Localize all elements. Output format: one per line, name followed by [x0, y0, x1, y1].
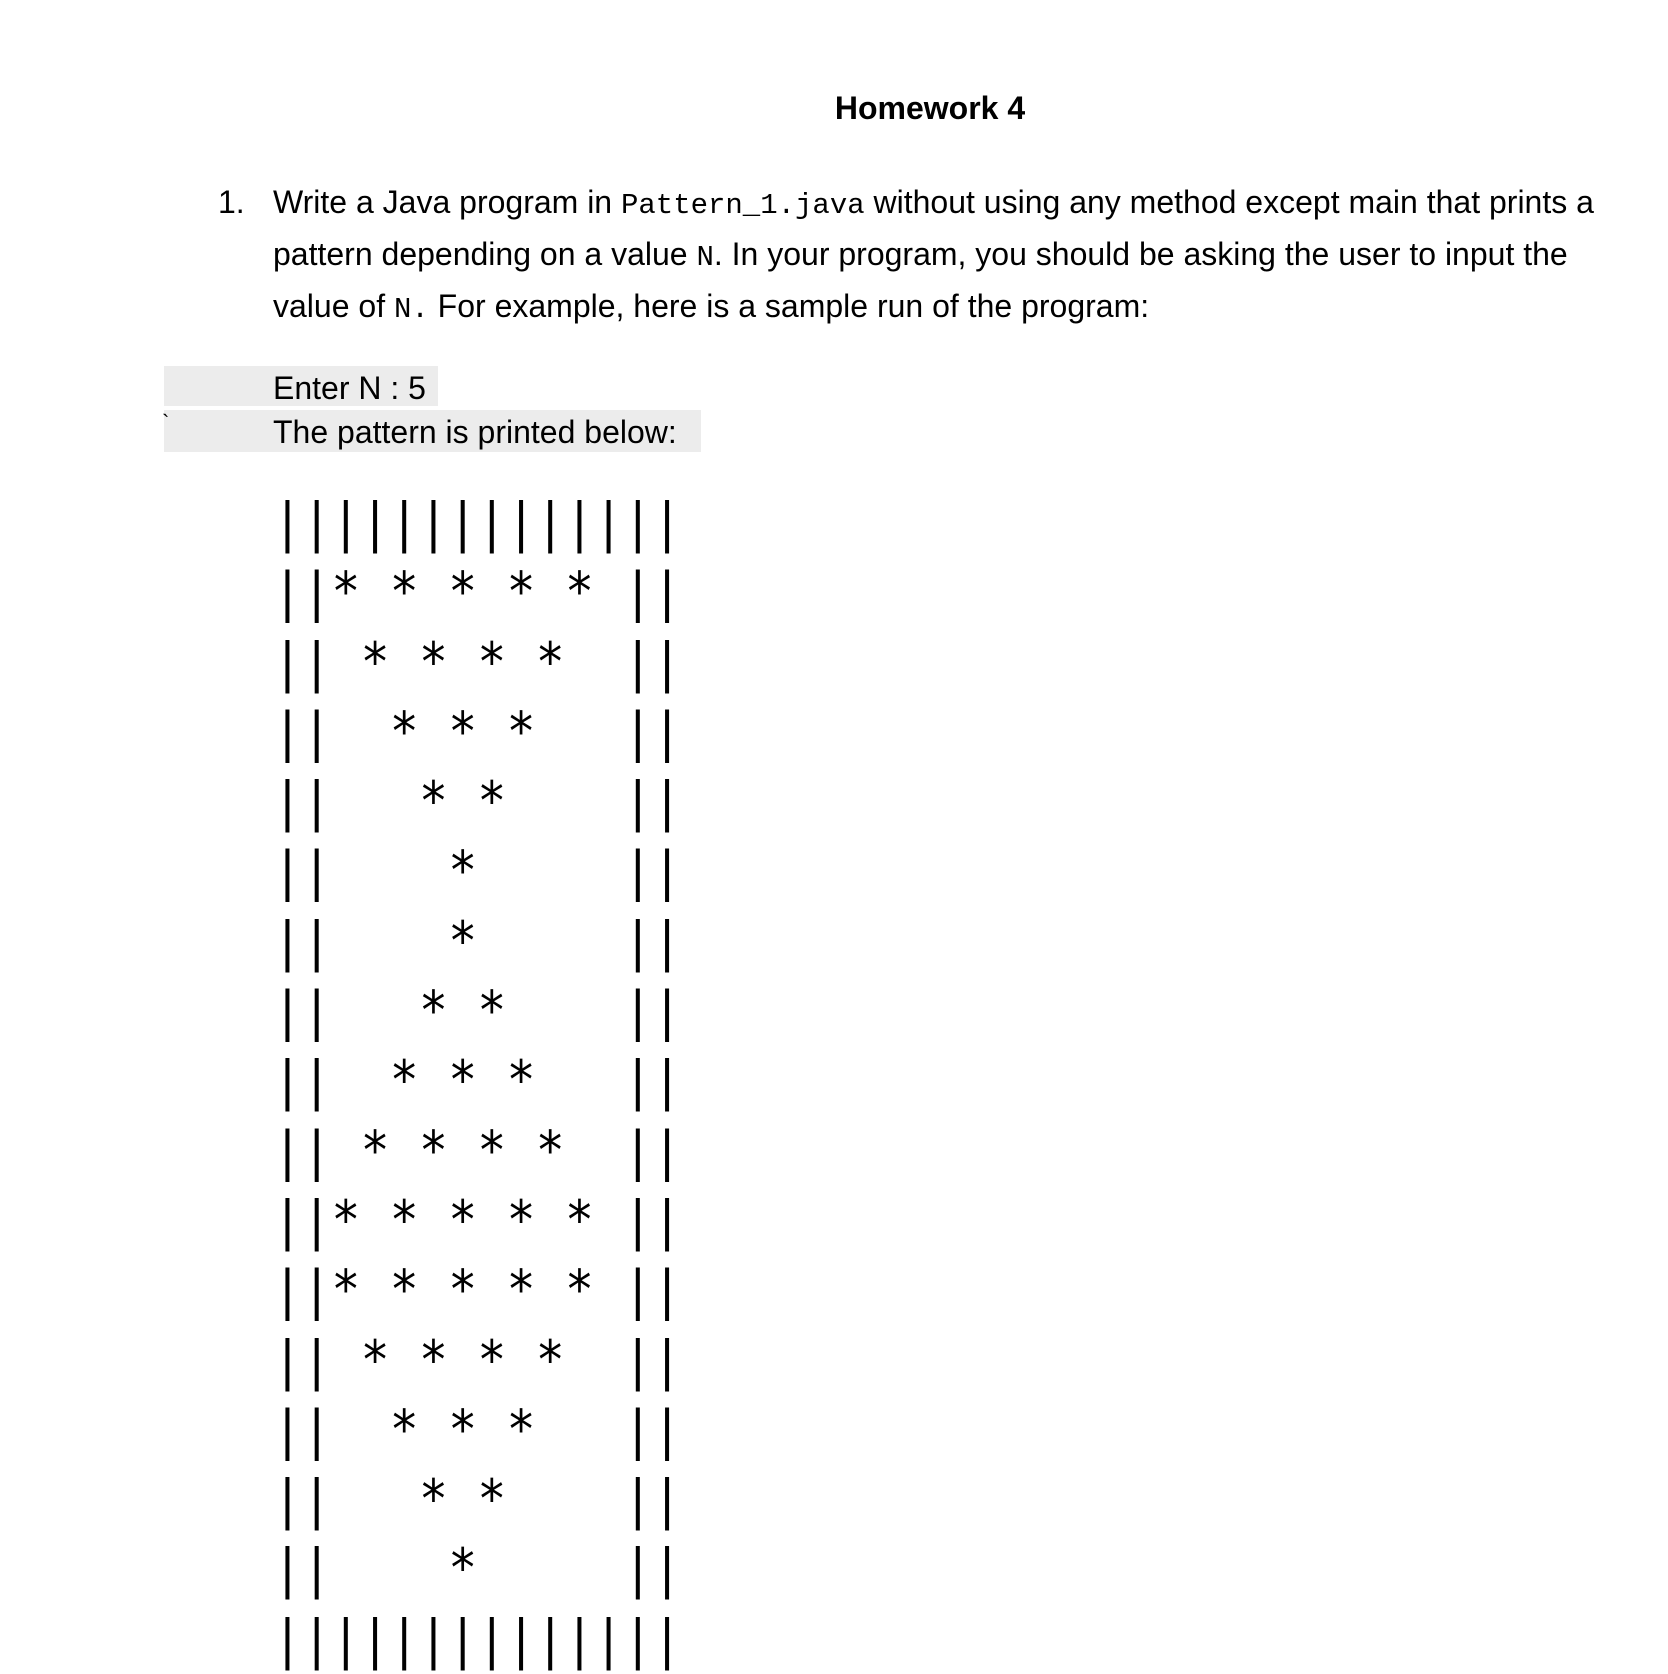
question-number: 1.	[218, 184, 245, 220]
pattern-line: || * * ||	[273, 979, 682, 1043]
pattern-line: || * * ||	[273, 770, 682, 834]
pattern-line: ||||||||||||||	[273, 1607, 682, 1671]
variable-code: N.	[393, 293, 429, 326]
stray-backtick: `	[162, 410, 170, 435]
pattern-line: || * * * * ||	[273, 1119, 682, 1183]
question-text-part: . In your program, you should be asking the user to input the value of	[273, 236, 1568, 324]
question-text	[273, 178, 1603, 334]
question-text-part: For example, here is a sample run of the program:	[428, 288, 1150, 324]
pattern-line: || * ||	[273, 909, 682, 973]
pattern-line: || * ||	[273, 1537, 682, 1601]
pattern-line: ||||||||||||||	[273, 491, 682, 555]
pattern-line: || * ||	[273, 840, 682, 903]
pattern-output	[273, 488, 682, 1674]
pattern-line: ||* * * * * ||	[273, 1189, 682, 1252]
question-text-part: Write a Java program in	[273, 184, 621, 220]
pattern-line: || * * * ||	[273, 1049, 682, 1113]
variable-code: N	[696, 241, 714, 274]
pattern-line: ||* * * * * ||	[273, 1258, 682, 1322]
pattern-line: || * * * * ||	[273, 1328, 682, 1392]
pattern-line: || * * ||	[273, 1468, 682, 1531]
question-text-part: without using any method except main that prints a pattern depending on a value	[273, 184, 1594, 272]
pattern-line: || * * * ||	[273, 1398, 682, 1462]
sample-prompt: Enter N : 5	[273, 370, 426, 406]
page-title: Homework 4	[834, 90, 1026, 126]
pattern-line: || * * * ||	[273, 700, 682, 764]
pattern-line: || * * * * ||	[273, 630, 682, 694]
filename-code: Pattern_1.java	[620, 189, 865, 222]
pattern-line: ||* * * * * ||	[273, 561, 682, 624]
sample-message: The pattern is printed below:	[273, 414, 677, 450]
